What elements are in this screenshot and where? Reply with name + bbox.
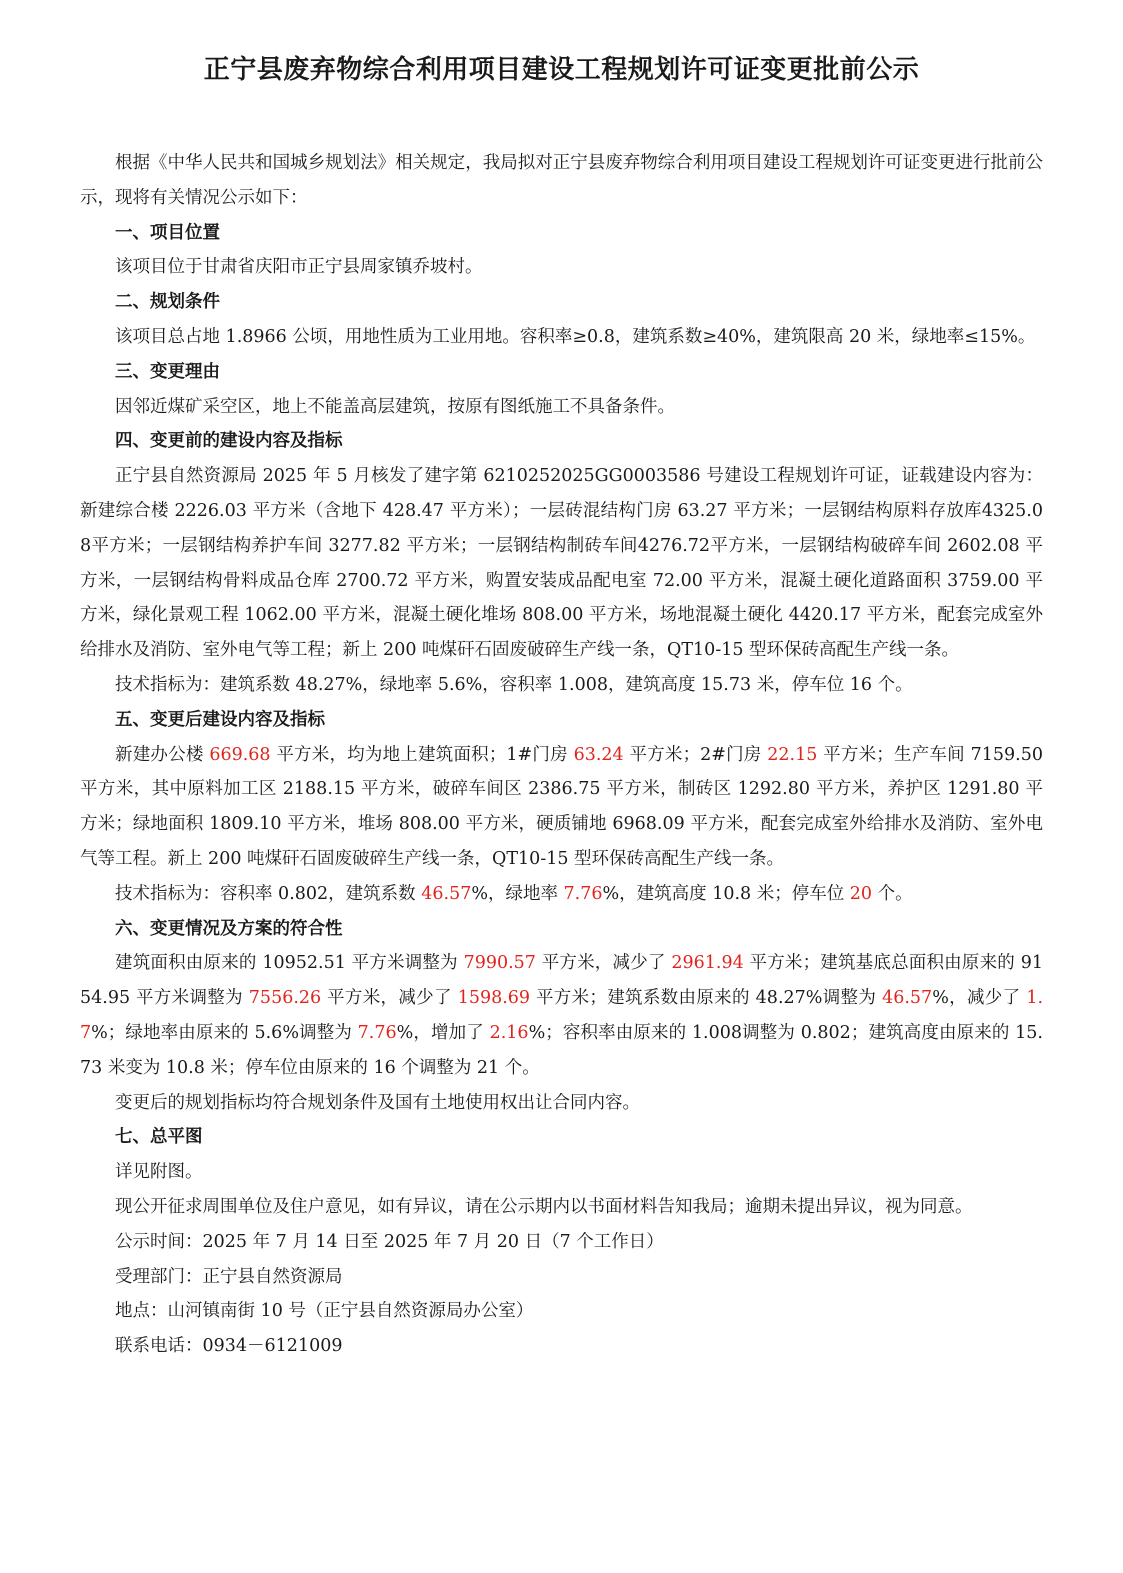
- section-2-text: 该项目总占地 1.8966 公顷，用地性质为工业用地。容积率≥0.8，建筑系数≥40%，建筑限高 20 米，绿地率≤15%。: [115, 326, 1036, 347]
- intro-paragraph: 根据《中华人民共和国城乡规划法》相关规定，我局拟对正宁县废弃物综合利用项目建设工程规划许可证变更进行批前公示，现将有关情况公示如下：: [80, 153, 1043, 208]
- changed-value: 7.76: [563, 883, 603, 904]
- section-5-indicators: [80, 877, 1043, 912]
- text-run: %，减少了: [932, 988, 1027, 1009]
- section-7-heading: 七、总平图: [115, 1127, 203, 1148]
- changed-value: 669.68: [209, 744, 271, 765]
- section-4-indicators: 技术指标为：建筑系数 48.27%，绿地率 5.6%，容积率 1.008，建筑高度 15.73 米，停车位 16 个。: [115, 674, 913, 695]
- section-5-content: [80, 738, 1043, 877]
- text-run: %，建筑高度 10.8 米；停车位: [602, 883, 850, 904]
- changed-value: 2961.94: [671, 953, 744, 974]
- document-title: 正宁县废弃物综合利用项目建设工程规划许可证变更批前公示: [203, 55, 920, 85]
- text-run: %，增加了: [396, 1022, 490, 1043]
- notice-period: 公示时间：2025 年 7 月 14 日至 2025 年 7 月 20 日（7 个工作日）: [115, 1231, 664, 1252]
- changed-value: 7556.26: [248, 988, 322, 1009]
- text-run: %，绿地率: [471, 883, 564, 904]
- text-run: 平方米；建筑系数由原来的 48.27%调整为: [530, 988, 883, 1009]
- text-run: 平方米，减少了: [535, 953, 672, 974]
- text-run: 技术指标为：容积率 0.802，建筑系数: [115, 883, 422, 904]
- text-run: 个。: [872, 883, 913, 904]
- changed-value: 46.57: [882, 988, 933, 1009]
- text-run: 新建办公楼: [115, 744, 210, 765]
- changed-value: 1598.69: [457, 988, 531, 1009]
- changed-value: 1.7: [80, 988, 1044, 1043]
- section-4-heading: 四、变更前的建设内容及指标: [115, 431, 343, 452]
- section-2-heading: 二、规划条件: [115, 292, 220, 313]
- section-3-heading: 三、变更理由: [115, 361, 220, 382]
- receiving-department: 受理部门：正宁县自然资源局: [115, 1266, 343, 1287]
- text-run: 平方米，减少了: [321, 988, 458, 1009]
- public-notice: 现公开征求周围单位及住户意见，如有异议，请在公示期内以书面材料告知我局；逾期未提出异议，视为同意。: [115, 1196, 973, 1217]
- text-run: 平方米；建筑基底总面积由原来的 9154.95 平方米调整为: [80, 953, 1043, 1009]
- text-run: %；容积率由原来的 1.008调整为 0.802；建筑高度由原来的 15.73 米变为 10.8 米；停车位由原来的 16 个调整为 21 个。: [80, 1022, 1043, 1078]
- section-4-content: 正宁县自然资源局 2025 年 5 月核发了建字第 6210252025GG0003586 号建设工程规划许可证，证载建设内容为：新建综合楼 2226.03 平方米（含地下 428.47 平方米）；一层砖混结构门房 63.27 平方米；一层钢结构原料存放库4325.08平方米；一层钢结构养护车间 3277.82 平方米；一层钢结构制砖车间4276.72平方米，一层钢结构破碎车间 2602.08 平方米，一层钢结构骨料成品仓库 2700.72 平方米，购置安装成品配电室 72.00 平方米，混凝土硬化道路面积 3759.00 平方米，绿化景观工程 1062.00 平方米，混凝土硬化堆场 808.00 平方米，场地混凝土硬化 4420.17 平方米，配套完成室外给排水及消防、室外电气等工程；新上 200 吨煤矸石固废破碎生产线一条，QT10-15 型环保砖高配生产线一条。: [80, 466, 1043, 661]
- text-run: 平方米；生产车间 7159.50 平方米，其中原料加工区 2188.15 平方米，破碎车间区 2386.75 平方米，制砖区 1292.80 平方米，养护区 1291.80 平方米；绿地面积 1809.10 平方米，堆场 808.00 平方米，硬质铺地 6968.09 平方米，配套完成室外给排水及消防、室外电气等工程。新上 200 吨煤矸石固废破碎生产线一条，QT10-15 型环保砖高配生产线一条。: [80, 744, 1043, 869]
- section-6-heading: 六、变更情况及方案的符合性: [115, 918, 343, 939]
- changed-value: 22.15: [767, 744, 818, 765]
- changed-value: 63.24: [573, 744, 624, 765]
- changed-value: 7990.57: [463, 953, 536, 974]
- text-run: 平方米；2#门房: [623, 744, 768, 765]
- changed-value: 46.57: [421, 883, 472, 904]
- changed-value: 20: [849, 883, 873, 904]
- section-3-text: 因邻近煤矿采空区，地上不能盖高层建筑，按原有图纸施工不具备条件。: [115, 396, 675, 417]
- changed-value: 2.16: [489, 1022, 529, 1043]
- office-address: 地点：山河镇南街 10 号（正宁县自然资源局办公室）: [115, 1301, 534, 1322]
- text-run: %；绿地率由原来的 5.6%调整为: [91, 1022, 358, 1043]
- section-5-heading: 五、变更后建设内容及指标: [115, 709, 325, 730]
- text-run: 平方米，均为地上建筑面积；1#门房: [270, 744, 574, 765]
- section-7-text: 详见附图。: [115, 1162, 203, 1183]
- changed-value: 7.76: [357, 1022, 397, 1043]
- contact-phone: 联系电话：0934－6121009: [115, 1336, 343, 1357]
- section-1-text: 该项目位于甘肃省庆阳市正宁县周家镇乔坡村。: [115, 257, 483, 278]
- section-6-conclusion: 变更后的规划指标均符合规划条件及国有土地使用权出让合同内容。: [115, 1092, 640, 1113]
- section-6-changes: [80, 946, 1043, 1085]
- text-run: 建筑面积由原来的 10952.51 平方米调整为: [115, 953, 464, 974]
- section-1-heading: 一、项目位置: [115, 222, 220, 243]
